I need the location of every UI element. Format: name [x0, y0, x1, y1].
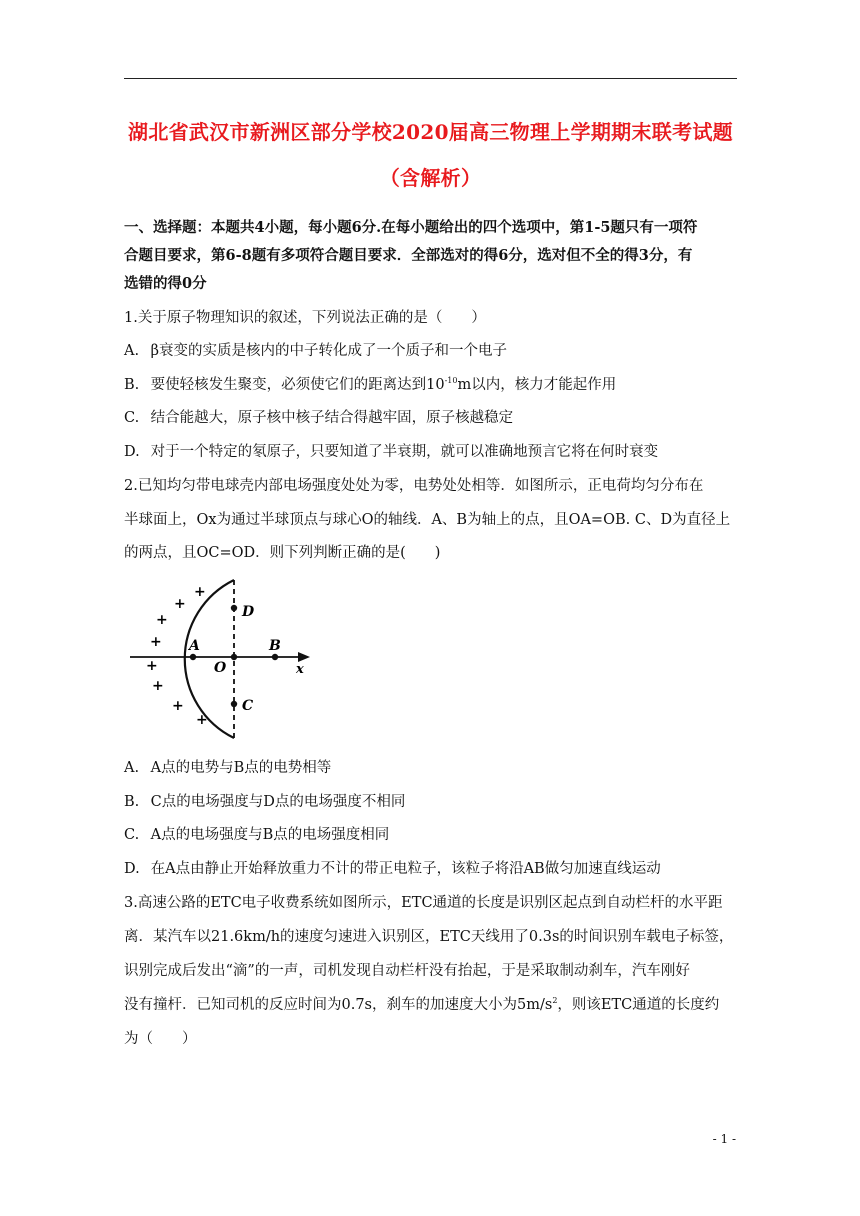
q1-option-d: [124, 440, 658, 461]
plus-sign: +: [174, 596, 186, 612]
option-label: D.: [124, 861, 140, 877]
point-d: [231, 605, 237, 611]
option-label: B.: [124, 794, 140, 810]
option-text: 结合能越大，原子核中核子结合得越牢固，原子核越稳定: [150, 410, 514, 426]
option-text: C点的电场强度与D点的电场强度不相同: [150, 794, 406, 810]
plus-sign: +: [156, 612, 168, 628]
point-c: [231, 701, 237, 707]
plus-sign: +: [150, 634, 162, 650]
document-title: 湖北省武汉市新洲区部分学校2020届高三物理上学期期末联考试题: [128, 120, 733, 144]
section-instructions-line3: 选错的得0分: [124, 275, 207, 292]
point-b: [272, 654, 278, 660]
plus-sign: +: [152, 678, 164, 694]
q2-option-b: [124, 790, 405, 811]
option-label: A.: [124, 760, 140, 776]
q2-option-c: [124, 823, 389, 844]
label-c: C: [242, 698, 254, 714]
label-a: A: [189, 638, 200, 654]
axis-arrow: [298, 652, 310, 662]
q3-stem-line4: [124, 993, 744, 1014]
q3-stem-line3: 识别完成后发出“滴”的一声，司机发现自动栏杆没有抬起，于是采取制动刹车，汽车刚好: [124, 963, 690, 979]
plus-sign: +: [194, 584, 206, 600]
exponent: 2: [552, 996, 558, 1006]
q3-stem-line1: 3.高速公路的ETC电子收费系统如图所示，ETC通道的长度是识别区起点到自动栏杆的水平距: [124, 895, 723, 911]
q1-option-b: [124, 373, 616, 394]
page-number: - 1 -: [712, 1132, 736, 1146]
point-a: [190, 654, 196, 660]
option-text: 对于一个特定的氡原子，只要知道了半衰期，就可以准确地预言它将在何时衰变: [150, 444, 659, 460]
q1-option-c: [124, 406, 513, 427]
q3-line4-text-cont: ，则该ETC通道的长度约: [557, 997, 720, 1013]
plus-sign: +: [172, 698, 184, 714]
q3-stem-line2: 离．某汽车以21.6km/h的速度匀速进入识别区，ETC天线用了0.3s的时间识别车载电子标签，: [124, 929, 734, 945]
q2-option-d: [124, 857, 661, 878]
option-text: β衰变的实质是核内的中子转化成了一个质子和一个电子: [150, 343, 507, 359]
q2-stem-line2: 半球面上，Ox为通过半球顶点与球心O的轴线．A、B为轴上的点，且OA=OB. C、D为直径上: [124, 512, 731, 528]
q2-stem-line3: 的两点，且OC=OD．则下列判断正确的是( ): [124, 545, 441, 561]
exponent: -10: [444, 376, 458, 386]
q3-line4-text: 没有撞杆．已知司机的反应时间为0.7s，刹车的加速度大小为5m/s: [124, 997, 553, 1013]
option-text-cont: m以内，核力才能起作用: [457, 377, 617, 393]
header-rule: [124, 78, 737, 79]
section-instructions-line1: 一、选择题：本题共4小题，每小题6分.在每小题给出的四个选项中，第1-5题只有一项符: [124, 219, 698, 236]
point-o: [231, 654, 237, 660]
option-text: A点的电势与B点的电势相等: [150, 760, 332, 776]
q3-stem-line5: 为（ ）: [124, 1031, 197, 1047]
option-label: A.: [124, 343, 140, 359]
option-label: C.: [124, 410, 140, 426]
plus-sign: +: [196, 712, 208, 728]
hemisphere-figure: [124, 572, 324, 747]
label-b: B: [269, 638, 281, 654]
label-o: O: [214, 660, 227, 676]
option-label: C.: [124, 827, 140, 843]
q1-option-a: [124, 339, 507, 360]
q2-option-a: [124, 756, 331, 777]
q1-stem: 1.关于原子物理知识的叙述，下列说法正确的是（ ）: [124, 310, 486, 326]
document-subtitle: （含解析）: [379, 166, 482, 190]
label-x: x: [296, 662, 304, 677]
label-d: D: [242, 604, 255, 620]
q2-stem-line1: 2.已知均匀带电球壳内部电场强度处处为零，电势处处相等．如图所示，正电荷均匀分布在: [124, 478, 704, 494]
option-label: B.: [124, 377, 140, 393]
option-text: 要使轻核发生聚变，必须使它们的距离达到10: [150, 377, 445, 393]
plus-sign: +: [146, 658, 158, 674]
section-instructions-line2: 合题目要求，第6-8题有多项符合题目要求．全部选对的得6分，选对但不全的得3分，有: [124, 247, 693, 264]
option-text: A点的电场强度与B点的电场强度相同: [150, 827, 390, 843]
option-label: D.: [124, 444, 140, 460]
option-text: 在A点由静止开始释放重力不计的带正电粒子，该粒子将沿AB做匀加速直线运动: [150, 861, 661, 877]
